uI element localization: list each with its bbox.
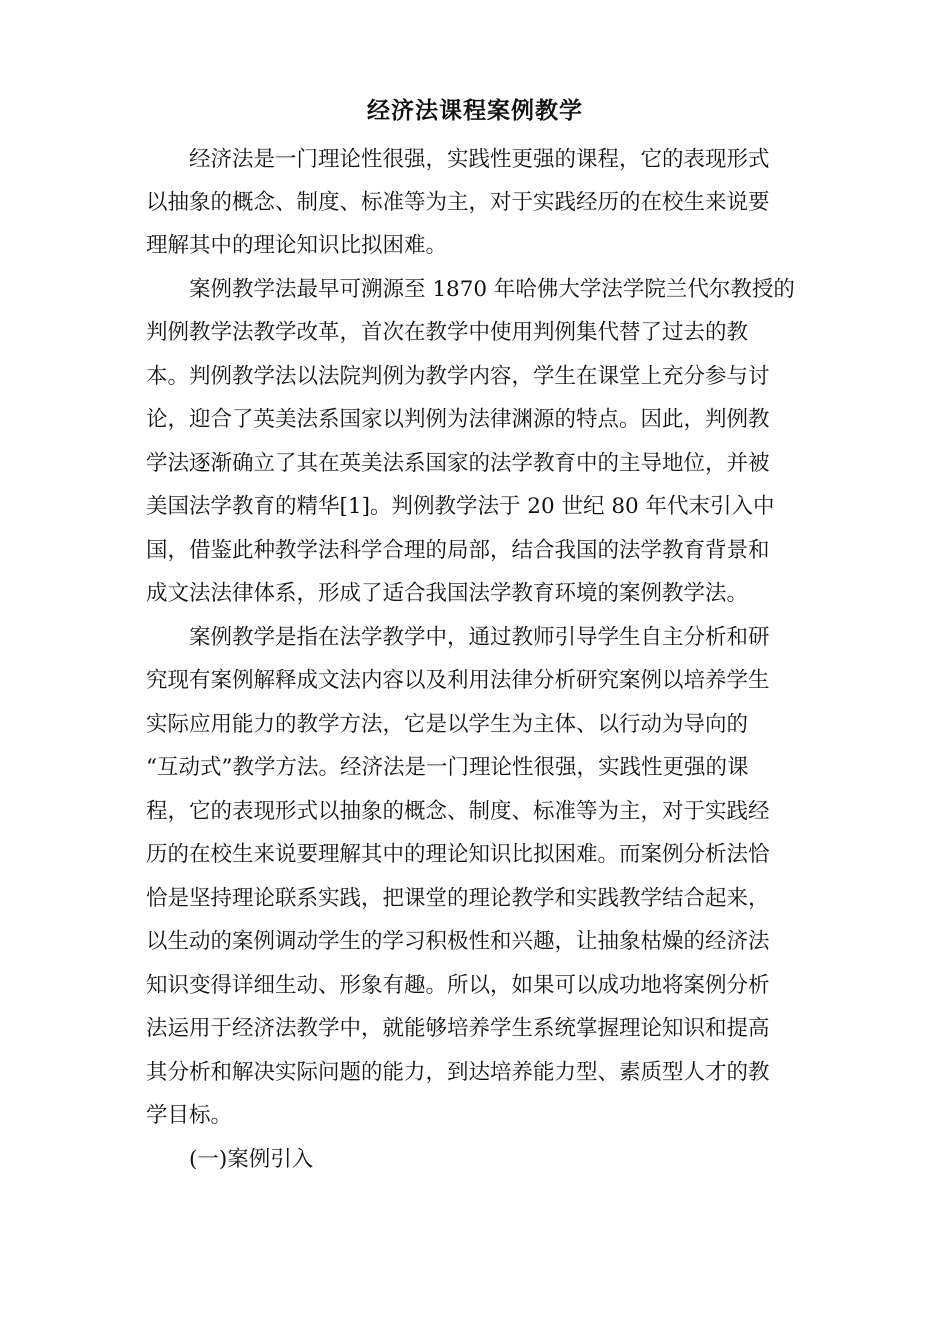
section-heading: (一)案例引入 [189,1147,314,1172]
paragraph-line: 学目标。 [146,1103,233,1128]
paragraph-line: 以生动的案例调动学生的学习积极性和兴趣，让抽象枯燥的经济法 [146,929,770,954]
paragraph-line: 学法逐渐确立了其在英美法系国家的法学教育中的主导地位，并被 [146,451,770,476]
paragraph-line: 判例教学法教学改革，首次在教学中使用判例集代替了过去的教 [146,320,749,345]
paragraph-line: 法运用于经济法教学中，就能够培养学生系统掌握理论知识和提高 [146,1016,770,1041]
paragraph-line: 其分析和解决实际问题的能力，到达培养能力型、素质型人才的教 [146,1060,770,1085]
paragraph-line: 历的在校生来说要理解其中的理论知识比拟困难。而案例分析法恰 [146,842,770,867]
paragraph-line: 案例教学是指在法学教学中，通过教师引导学生自主分析和研 [189,625,770,650]
paragraph-line: “互动式”教学方法。经济法是一门理论性很强，实践性更强的课 [146,755,749,780]
paragraph-line: 论，迎合了英美法系国家以判例为法律渊源的特点。因此，判例教 [146,407,770,432]
paragraph-line: 恰是坚持理论联系实践，把课堂的理论教学和实践教学结合起来， [146,886,770,911]
paragraph-line: 国，借鉴此种教学法科学合理的局部，结合我国的法学教育背景和 [146,538,770,563]
paragraph-line: 理解其中的理论知识比拟困难。 [146,233,448,258]
paragraph-line: 美国法学教育的精华[1]。判例教学法于 20 世纪 80 年代末引入中 [146,494,775,519]
paragraph-line: 实际应用能力的教学方法，它是以学生为主体、以行动为导向的 [146,712,749,737]
document-title: 经济法课程案例教学 [367,97,583,124]
paragraph-line: 究现有案例解释成文法内容以及利用法律分析研究案例以培养学生 [146,668,770,693]
paragraph-line: 本。判例教学法以法院判例为教学内容，学生在课堂上充分参与讨 [146,364,770,389]
paragraph-line: 知识变得详细生动、形象有趣。所以，如果可以成功地将案例分析 [146,973,770,998]
paragraph-line: 经济法是一门理论性很强，实践性更强的课程，它的表现形式 [189,147,770,172]
paragraph-line: 案例教学法最早可溯源至 1870 年哈佛大学法学院兰代尔教授的 [189,277,795,302]
paragraph-line: 程，它的表现形式以抽象的概念、制度、标准等为主，对于实践经 [146,799,770,824]
paragraph-line: 以抽象的概念、制度、标准等为主，对于实践经历的在校生来说要 [146,190,770,215]
paragraph-line: 成文法法律体系，形成了适合我国法学教育环境的案例教学法。 [146,581,749,606]
